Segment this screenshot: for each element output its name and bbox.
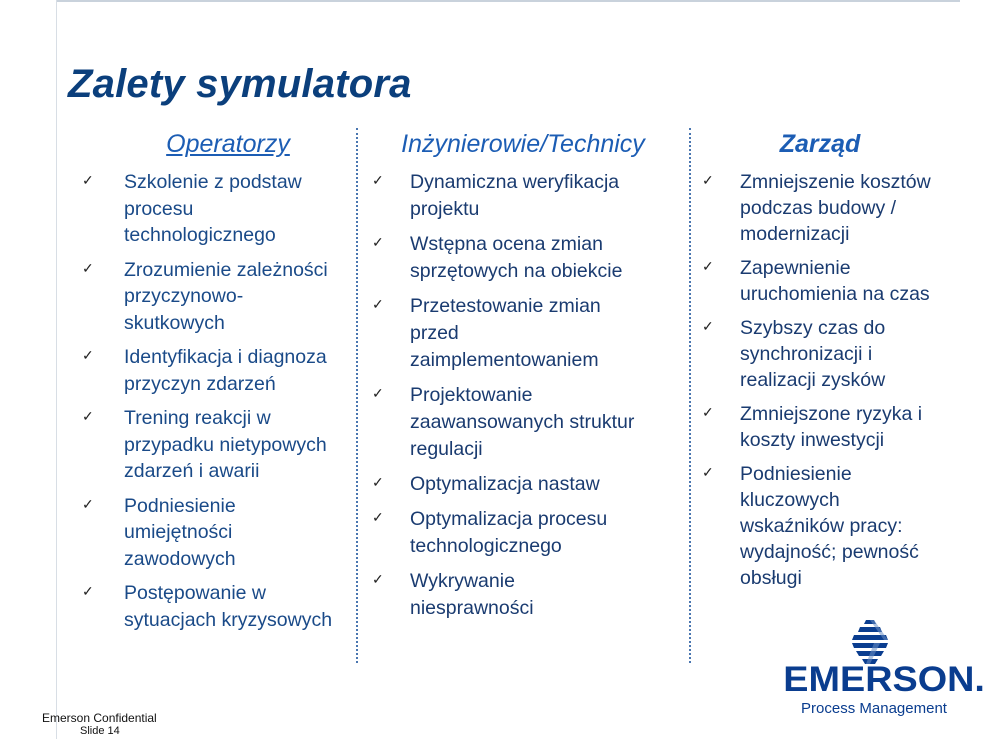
list-item: [372, 293, 672, 374]
list-item: [82, 257, 352, 337]
item-line: sprzętowych na obiekcie: [410, 260, 623, 282]
item-line: wskaźników pracy:: [740, 515, 903, 537]
check-icon: ✓: [82, 172, 94, 188]
list-item: [702, 401, 958, 453]
item-line: realizacji zysków: [740, 369, 886, 391]
item-line: Przetestowanie zmian: [410, 295, 601, 317]
column-heading-engineers: Inżynierowie/Technicy: [401, 130, 645, 158]
check-icon: ✓: [372, 296, 384, 312]
column-management: [702, 130, 958, 599]
column-operators: [82, 130, 352, 641]
item-line: podczas budowy /: [740, 197, 897, 219]
check-icon: ✓: [702, 318, 714, 334]
item-line: przyczynowo-: [124, 285, 244, 307]
item-line: skutkowych: [124, 311, 225, 334]
check-icon: ✓: [82, 495, 94, 512]
check-icon: ✓: [702, 464, 714, 480]
item-line: Wstępna ocena zmian: [410, 233, 603, 255]
list-item: [372, 568, 672, 622]
item-line: technologicznego: [410, 535, 562, 557]
check-icon: ✓: [702, 172, 714, 188]
item-line: Zmniejszone ryzyka i: [740, 403, 923, 425]
check-icon: ✓: [372, 509, 384, 525]
item-line: Szybszy czas do: [740, 317, 886, 339]
check-icon: ✓: [82, 408, 94, 424]
check-icon: ✓: [372, 172, 384, 188]
list-item: [702, 461, 958, 591]
item-line: sytuacjach kryzysowych: [124, 608, 333, 631]
item-line: Trening reakcji w: [124, 407, 271, 429]
item-line: synchronizacji i: [740, 343, 873, 365]
list-item: [82, 493, 352, 573]
footer-slide-number: Slide 14: [80, 725, 120, 737]
top-border-line: [56, 0, 960, 2]
list-item: [372, 231, 672, 285]
column-divider-1: [356, 128, 358, 663]
item-line: zaimplementowaniem: [410, 349, 599, 371]
check-icon: ✓: [82, 583, 94, 599]
column-divider-2: [689, 128, 691, 663]
item-line: regulacji: [410, 438, 483, 460]
footer-confidential: Emerson Confidential: [42, 711, 157, 725]
item-line: przed: [410, 322, 459, 344]
item-line: Identyfikacja i diagnoza: [124, 346, 327, 368]
item-line: Podniesienie: [740, 463, 852, 485]
item-line: koszty inwestycji: [740, 429, 885, 451]
item-line: Zapewnienie: [740, 257, 851, 279]
check-icon: ✓: [702, 404, 714, 420]
list-item: [702, 255, 958, 307]
item-line: wydajność; pewność: [740, 541, 919, 563]
item-line: technologicznego: [124, 224, 276, 246]
item-line: przyczyn zdarzeń: [124, 372, 276, 395]
item-line: obsługi: [740, 567, 802, 589]
item-line: projektu: [410, 198, 480, 220]
item-line: niesprawności: [410, 597, 534, 619]
check-icon: ✓: [372, 474, 384, 490]
check-icon: ✓: [82, 259, 94, 276]
item-line: Zmniejszenie kosztów: [740, 171, 931, 193]
item-line: Optymalizacja procesu: [410, 508, 608, 530]
item-line: uruchomienia na czas: [740, 283, 930, 305]
item-line: procesu: [124, 197, 194, 220]
list-item: [82, 405, 352, 485]
item-line: Wykrywanie: [410, 570, 515, 592]
slide-title: Zalety symulatora: [68, 62, 412, 106]
list-item: [82, 580, 352, 633]
list-item: [702, 315, 958, 393]
column-heading-operators: Operatorzy: [166, 130, 290, 158]
item-line: zawodowych: [124, 547, 236, 570]
list-item: [372, 506, 672, 560]
logo-subtitle: Process Management: [801, 700, 947, 717]
item-line: Dynamiczna weryfikacja: [410, 171, 620, 193]
list-item: [702, 169, 958, 247]
item-line: przypadku nietypowych: [124, 433, 327, 456]
check-icon: ✓: [702, 258, 714, 274]
item-line: umiejętności: [124, 521, 233, 543]
item-line: zdarzeń i awarii: [124, 460, 260, 482]
check-icon: ✓: [372, 385, 384, 401]
item-line: Projektowanie: [410, 384, 533, 406]
item-line: zaawansowanych struktur: [410, 411, 635, 433]
list-item: [82, 169, 352, 249]
item-line: Zrozumienie zależności: [124, 258, 328, 281]
check-icon: ✓: [82, 347, 94, 363]
left-border-line: [56, 0, 57, 739]
column-heading-management: Zarząd: [779, 130, 861, 158]
check-icon: ✓: [372, 571, 384, 587]
item-line: Szkolenie z podstaw: [124, 171, 302, 193]
emerson-logo: [783, 618, 985, 736]
management-list: [702, 169, 958, 591]
item-line: modernizacji: [740, 223, 850, 245]
list-item: [82, 344, 352, 397]
item-line: Optymalizacja nastaw: [410, 473, 600, 495]
logo-wordmark: EMERSON.: [783, 660, 985, 699]
item-line: kluczowych: [740, 489, 840, 511]
list-item: [372, 169, 672, 223]
list-item: [372, 382, 672, 463]
item-line: Podniesienie: [124, 494, 236, 517]
item-line: Postępowanie w: [124, 582, 267, 604]
column-engineers: [372, 130, 672, 630]
operators-list: [82, 169, 352, 633]
list-item: [372, 471, 672, 498]
engineers-list: [372, 169, 672, 622]
check-icon: ✓: [372, 234, 384, 250]
